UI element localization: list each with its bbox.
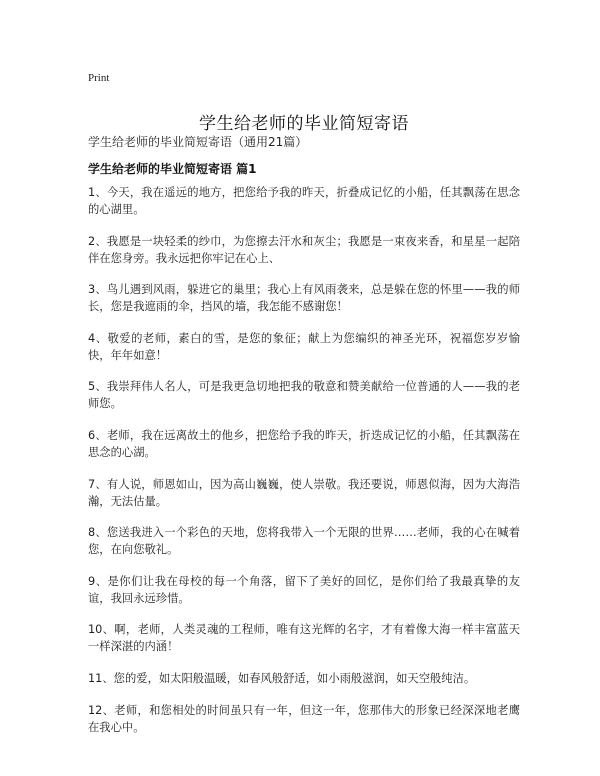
list-item: 3、鸟儿遇到风雨，躲进它的巢里；我心上有风雨袭来，总是躲在您的怀里——我的师长，您是我遮雨的伞，挡风的墙，我怎能不感谢您！ <box>88 283 520 314</box>
list-item: 2、我愿是一块轻柔的纱巾，为您擦去汗水和灰尘；我愿是一束夜来香，和星星一起陪伴在您身旁。我永远把你牢记在心上、 <box>88 234 520 265</box>
list-item: 4、敬爱的老师，素白的雪，是您的象征；献上为您编织的神圣光环，祝福您岁岁愉快，年年如意！ <box>88 331 520 362</box>
list-item: 6、老师，我在远离故土的他乡，把您给予我的昨天，折迭成记忆的小船，任其飘荡在思念的心湖。 <box>88 428 520 459</box>
list-item: 8、您送我进入一个彩色的天地，您将我带入一个无限的世界……老师，我的心在喊着您，在向您敬礼。 <box>88 526 520 557</box>
list-item: 9、是你们让我在母校的每一个角落，留下了美好的回忆，是你们给了我最真挚的友谊，我回永远珍惜。 <box>88 574 520 605</box>
message-list <box>88 184 520 750</box>
list-item: 12、老师，和您相处的时间虽只有一年，但这一年，您那伟大的形象已经深深地老鹰在我心中。 <box>88 703 520 734</box>
list-item: 11、您的爱，如太阳般温暖，如春风般舒适，如小雨般滋润，如天空般纯洁。 <box>88 671 476 685</box>
list-item: 5、我崇拜伟人名人，可是我更急切地把我的敬意和赞美献给一位普通的人——我的老师您。 <box>88 380 520 411</box>
list-item: 1、今天，我在遥远的地方，把您给予我的昨天，折叠成记忆的小船，任其飘荡在思念的心湖里。 <box>88 186 520 216</box>
document-subtitle: 学生给老师的毕业简短寄语（通用21篇） <box>88 135 308 149</box>
page-title: 学生给老师的毕业简短寄语 <box>199 114 409 135</box>
section-heading: 学生给老师的毕业简短寄语 篇1 <box>88 162 257 176</box>
list-item: 10、啊，老师，人类灵魂的工程师，唯有这光辉的名字，才有着像大海一样丰富蓝天一样深湛的内涵！ <box>88 623 520 654</box>
print-label: Print <box>88 72 110 84</box>
list-item: 7、有人说，师恩如山，因为高山巍巍，使人崇敬。我还要说，师恩似海，因为大海浩瀚，无法估量。 <box>88 477 520 508</box>
